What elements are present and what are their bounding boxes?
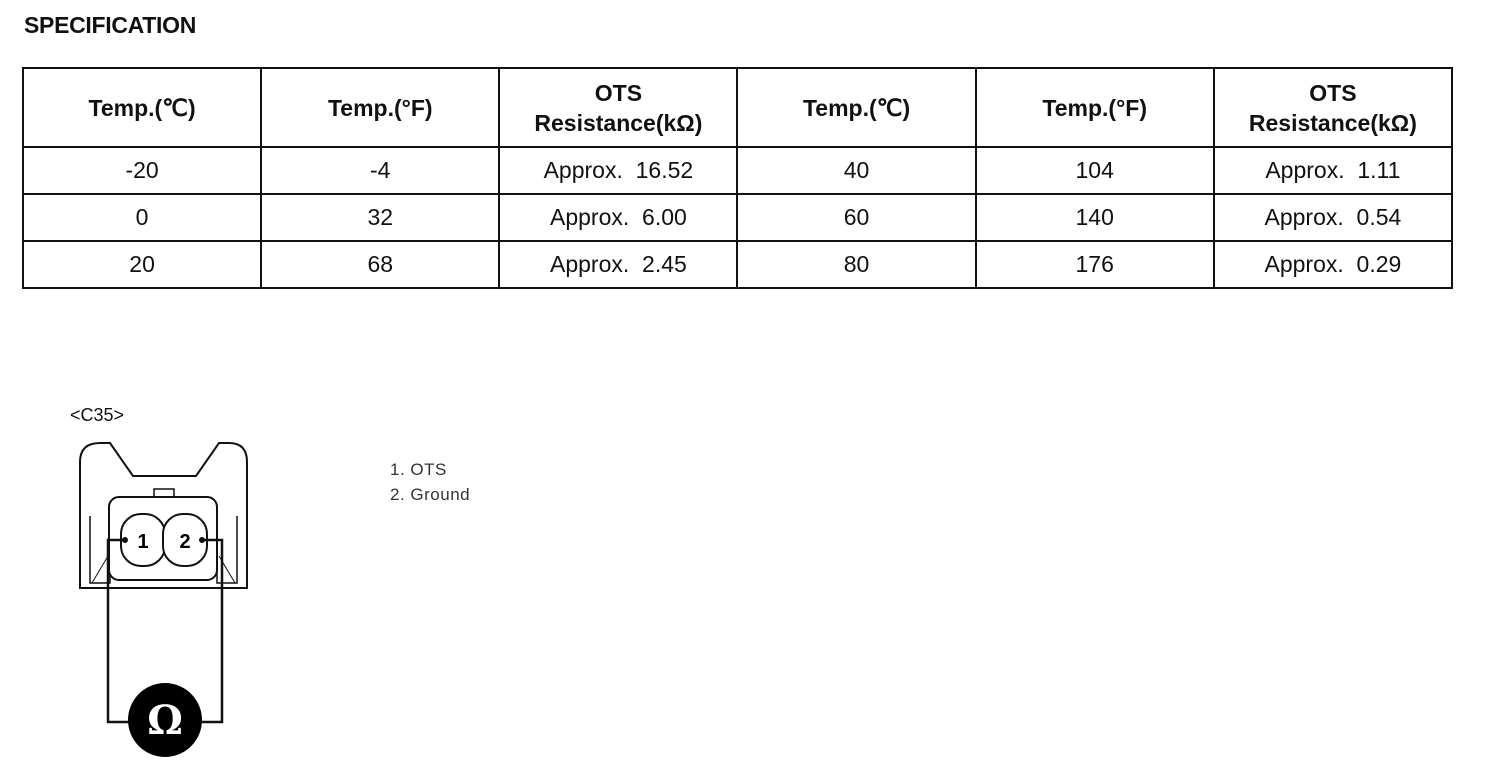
header-temp-f: Temp.(°F) [976,68,1214,147]
header-ots-resistance: OTS Resistance(kΩ) [499,68,737,147]
pin-legend [390,457,470,507]
table-cell: 32 [261,194,499,241]
table-cell: 140 [976,194,1214,241]
probe-tip [122,537,128,543]
header-temp-c: Temp.(℃) [23,68,261,147]
pin-number-1: 1 [137,531,149,553]
probe-tip [199,537,205,543]
table-cell: 80 [737,241,975,288]
ohm-symbol: Ω [147,697,183,744]
pin-legend-item: 2. Ground [390,485,471,504]
table-cell: Approx. 16.52 [499,147,737,194]
table-cell: 68 [261,241,499,288]
table-cell: 0 [23,194,261,241]
pin-legend-item: 1. OTS [390,460,447,479]
table-cell: Approx. 0.54 [1214,194,1452,241]
table-cell: 60 [737,194,975,241]
page-title: SPECIFICATION [24,12,197,38]
connector-label: <C35> [70,405,125,425]
table-cell: Approx. 2.45 [499,241,737,288]
table-cell: -20 [23,147,261,194]
header-temp-c: Temp.(℃) [737,68,975,147]
table-cell: Approx. 1.11 [1214,147,1452,194]
header-temp-f: Temp.(°F) [261,68,499,147]
table-cell: 40 [737,147,975,194]
table-cell: 20 [23,241,261,288]
pin-number-2: 2 [179,531,191,553]
header-ots-resistance: OTS Resistance(kΩ) [1214,68,1452,147]
table-cell: 176 [976,241,1214,288]
table-cell: -4 [261,147,499,194]
table-cell: Approx. 6.00 [499,194,737,241]
table-cell: Approx. 0.29 [1214,241,1452,288]
table-cell: 104 [976,147,1214,194]
